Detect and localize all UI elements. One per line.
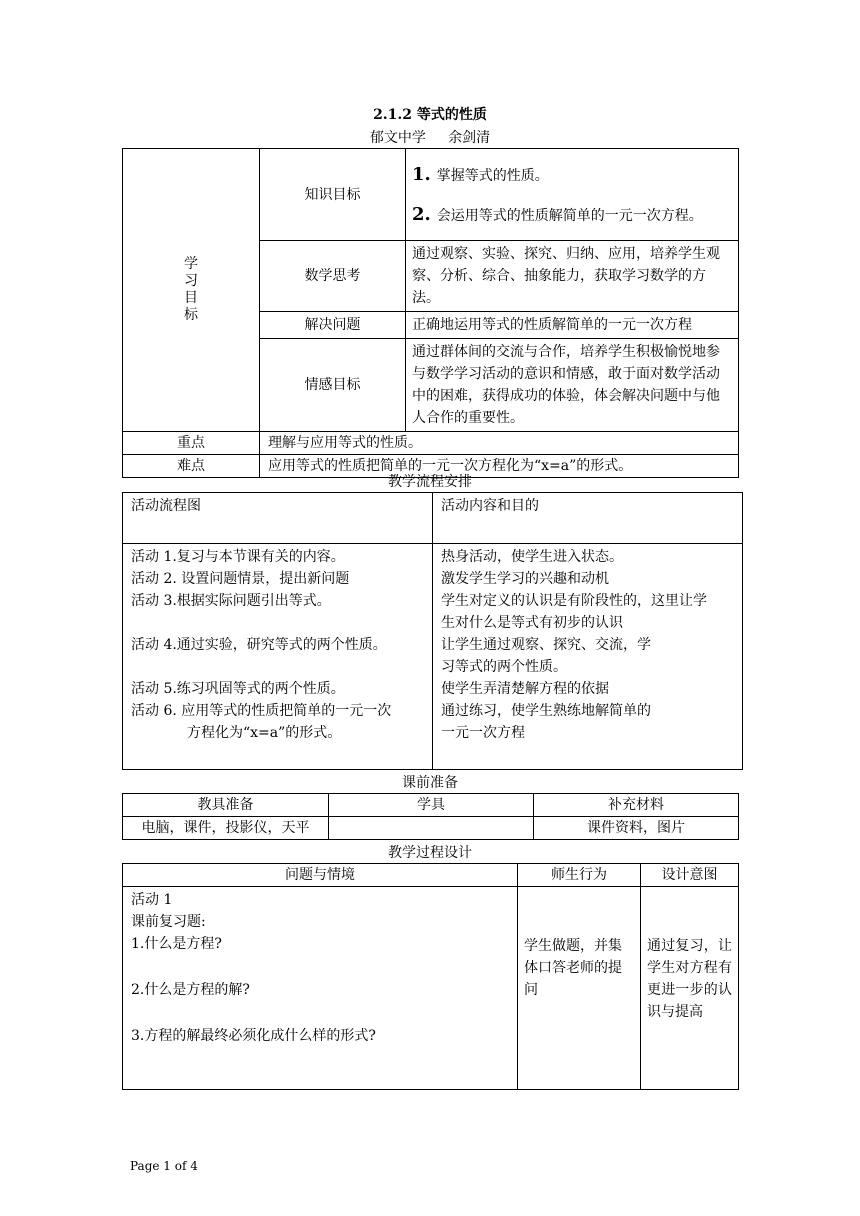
review-question-1: 1.什么是方程? <box>131 936 222 952</box>
flow-table <box>122 492 743 770</box>
document-title: 2.1.2 等式的性质 <box>373 107 487 123</box>
author-line: 郁文中学 余剑清 <box>369 130 491 146</box>
flow-col1-header: 活动流程图 <box>123 493 433 544</box>
flow-purpose-line: 激发学生学习的兴趣和动机 <box>441 571 609 587</box>
prep-header-learning-aids: 学具 <box>329 794 534 817</box>
knowledge-goal-item-1: 1. 掌握等式的性质。 <box>412 163 549 185</box>
flow-col2-header: 活动内容和目的 <box>433 493 743 544</box>
flow-blank <box>131 612 424 634</box>
problem-solving-label: 解决问题 <box>260 312 406 339</box>
flow-step-1: 活动 1.复习与本节课有关的内容。 <box>131 549 345 565</box>
prep-teaching-aids: 电脑，课件，投影仪，天平 <box>123 817 329 840</box>
flow-step-2: 活动 2. 设置问题情景，提出新问题 <box>131 571 350 587</box>
knowledge-goal-cell <box>406 149 739 241</box>
review-blank <box>131 1001 509 1025</box>
flow-purpose-line: 习等式的两个性质。 <box>441 659 567 675</box>
process-header-intent: 设计意图 <box>641 864 739 887</box>
process-header-behavior: 师生行为 <box>518 864 641 887</box>
review-question-2: 2.什么是方程的解? <box>131 982 250 998</box>
flow-step-6-cont: 方程化为“x=a”的形式。 <box>187 725 342 741</box>
flow-step-6: 活动 6. 应用等式的性质把简单的一元一次 <box>131 703 392 719</box>
flow-step-5: 活动 5.练习巩固等式的两个性质。 <box>131 681 345 697</box>
process-intent-text: 通过复习，让学生对方程有更进一步的认识与提高 <box>641 887 739 1090</box>
flow-purpose-line: 热身活动，使学生进入状态。 <box>441 549 623 565</box>
difficulty-label: 难点 <box>123 455 260 478</box>
math-thinking-label: 数学思考 <box>260 241 406 312</box>
objectives-table <box>122 148 739 478</box>
process-table <box>122 863 739 1090</box>
flow-purpose-line: 使学生弄清楚解方程的依据 <box>441 681 609 697</box>
flow-purpose-line: 生对什么是等式有初步的认识 <box>441 615 623 631</box>
review-blank <box>131 955 509 979</box>
flow-step-4: 活动 4.通过实验，研究等式的两个性质。 <box>131 637 387 653</box>
review-heading: 课前复习题: <box>131 914 206 930</box>
emotion-goal-text: 通过群体间的交流与合作，培养学生积极愉悦地参与数学学习活动的意识和情感，敢于面对数学活动中的困难，获得成功的体验，体会解决问题中与他人合作的重要性。 <box>406 339 739 432</box>
emotion-goal-label: 情感目标 <box>260 339 406 432</box>
prep-section-title: 课前准备 <box>402 775 458 791</box>
page-number: Page 1 of 4 <box>130 1159 198 1173</box>
prep-header-materials: 补充材料 <box>534 794 739 817</box>
prep-materials: 课件资料，图片 <box>534 817 739 840</box>
flow-blank <box>131 656 424 678</box>
flow-purpose-line: 学生对定义的认识是有阶段性的，这里让学 <box>441 593 707 609</box>
flow-purpose-line: 一元一次方程 <box>441 725 525 741</box>
flow-purpose-line: 通过练习，使学生熟练地解简单的 <box>441 703 651 719</box>
activity-title: 活动 1 <box>131 892 173 908</box>
flow-purpose-cell <box>433 544 743 770</box>
prep-learning-aids <box>329 817 534 840</box>
key-point-text: 理解与应用等式的性质。 <box>260 432 739 455</box>
knowledge-goal-label: 知识目标 <box>260 149 406 241</box>
process-behavior-text: 学生做题，并集体口答老师的提问 <box>518 887 641 1090</box>
key-point-label: 重点 <box>123 432 260 455</box>
process-section-title: 教学过程设计 <box>388 845 472 861</box>
objectives-group-label: 学习目标 <box>184 256 198 323</box>
flow-section-title: 教学流程安排 <box>388 474 472 490</box>
review-question-3: 3.方程的解最终必须化成什么样的形式? <box>131 1028 376 1044</box>
difficulty-text: 应用等式的性质把简单的一元一次方程化为“x=a”的形式。 <box>260 455 739 478</box>
process-header-question: 问题与情境 <box>123 864 518 887</box>
knowledge-goal-item-2: 2. 会运用等式的性质解简单的一元一次方程。 <box>412 203 703 225</box>
prep-table <box>122 793 739 840</box>
problem-solving-text: 正确地运用等式的性质解简单的一元一次方程 <box>406 312 739 339</box>
flow-purpose-line: 让学生通过观察、探究、交流，学 <box>441 637 651 653</box>
prep-header-teaching-aids: 教具准备 <box>123 794 329 817</box>
process-question-cell <box>123 887 518 1090</box>
flow-step-3: 活动 3.根据实际问题引出等式。 <box>131 593 331 609</box>
math-thinking-text: 通过观察、实验、探究、归纳、应用，培养学生观察、分析、综合、抽象能力，获取学习数学的方法。 <box>406 241 739 312</box>
objectives-group-cell <box>123 149 260 432</box>
flow-steps-cell <box>123 544 433 770</box>
